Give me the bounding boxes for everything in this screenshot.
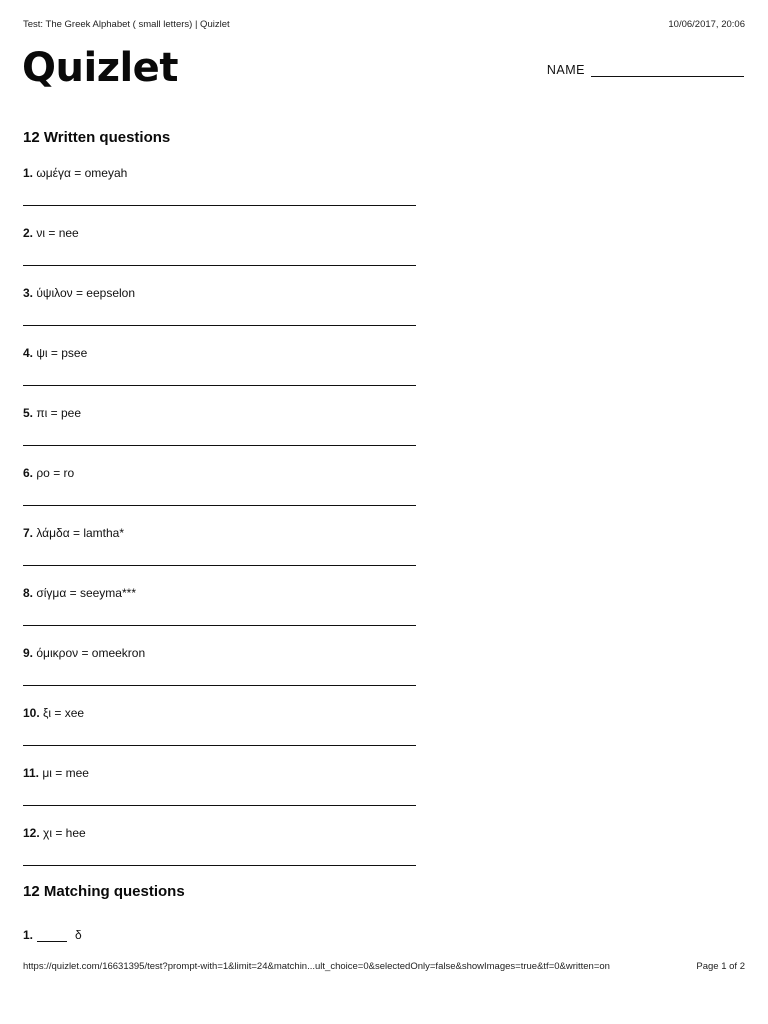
question-number: 6. xyxy=(23,466,34,480)
question-text: όμικρον = omeekron xyxy=(36,646,146,660)
written-question xyxy=(23,586,416,646)
question-number: 3. xyxy=(23,286,34,300)
question-text: λάμδα = lamtha* xyxy=(36,526,125,540)
written-question xyxy=(23,406,416,466)
written-question xyxy=(23,766,416,826)
question-number: 12. xyxy=(23,826,40,840)
print-header xyxy=(23,19,745,33)
answer-line xyxy=(23,685,416,686)
answer-line xyxy=(23,865,416,866)
written-question xyxy=(23,466,416,526)
name-blank-line xyxy=(591,62,744,77)
answer-line xyxy=(23,205,416,206)
question-number: 1. xyxy=(23,166,34,180)
answer-line xyxy=(23,445,416,446)
answer-line xyxy=(23,325,416,326)
matching-questions-heading: 12 Matching questions xyxy=(23,883,185,900)
question-number: 9. xyxy=(23,646,34,660)
answer-line xyxy=(23,625,416,626)
question-number: 1. xyxy=(23,928,34,942)
question-number: 11. xyxy=(23,766,40,780)
print-header-title: Test: The Greek Alphabet ( small letters) | Quizlet xyxy=(23,19,230,30)
written-question xyxy=(23,286,416,346)
written-question xyxy=(23,826,416,886)
question-number: 2. xyxy=(23,226,34,240)
matching-question xyxy=(23,928,82,942)
written-question xyxy=(23,346,416,406)
answer-line xyxy=(23,805,416,806)
question-number: 8. xyxy=(23,586,34,600)
question-number: 4. xyxy=(23,346,34,360)
question-text: μι = mee xyxy=(42,766,89,780)
question-text: ωμέγα = omeyah xyxy=(36,166,128,180)
written-question xyxy=(23,226,416,286)
question-number: 7. xyxy=(23,526,34,540)
print-footer-url: https://quizlet.com/16631395/test?prompt-with=1&limit=24&matchin...ult_choice=0&selectedOnly=false&showImages=true&tf=0&written=on xyxy=(23,961,610,972)
written-question xyxy=(23,166,416,226)
question-text: πι = pee xyxy=(36,406,82,420)
answer-line xyxy=(23,265,416,266)
answer-line xyxy=(23,385,416,386)
question-text: νι = nee xyxy=(36,226,79,240)
answer-line xyxy=(23,745,416,746)
question-text: ύψιλον = eepselon xyxy=(36,286,136,300)
question-text: ψι = psee xyxy=(36,346,88,360)
page-number: Page 1 of 2 xyxy=(696,961,745,972)
match-letter: δ xyxy=(75,928,82,942)
written-question xyxy=(23,526,416,586)
match-blank-line xyxy=(37,929,67,942)
written-question xyxy=(23,706,416,766)
question-text: ρο = ro xyxy=(36,466,75,480)
name-label: NAME xyxy=(546,63,585,77)
print-header-datetime: 10/06/2017, 20:06 xyxy=(668,19,745,30)
written-question xyxy=(23,646,416,706)
question-number: 5. xyxy=(23,406,34,420)
quizlet-logo: Quizlet xyxy=(22,45,178,91)
answer-line xyxy=(23,505,416,506)
question-text: σίγμα = seeyma*** xyxy=(36,586,136,600)
question-number: 10. xyxy=(23,706,40,720)
question-text: χι = hee xyxy=(43,826,86,840)
question-text: ξι = xee xyxy=(43,706,85,720)
name-field xyxy=(547,62,744,77)
written-questions-heading: 12 Written questions xyxy=(23,129,171,146)
answer-line xyxy=(23,565,416,566)
written-questions-list xyxy=(23,166,416,886)
